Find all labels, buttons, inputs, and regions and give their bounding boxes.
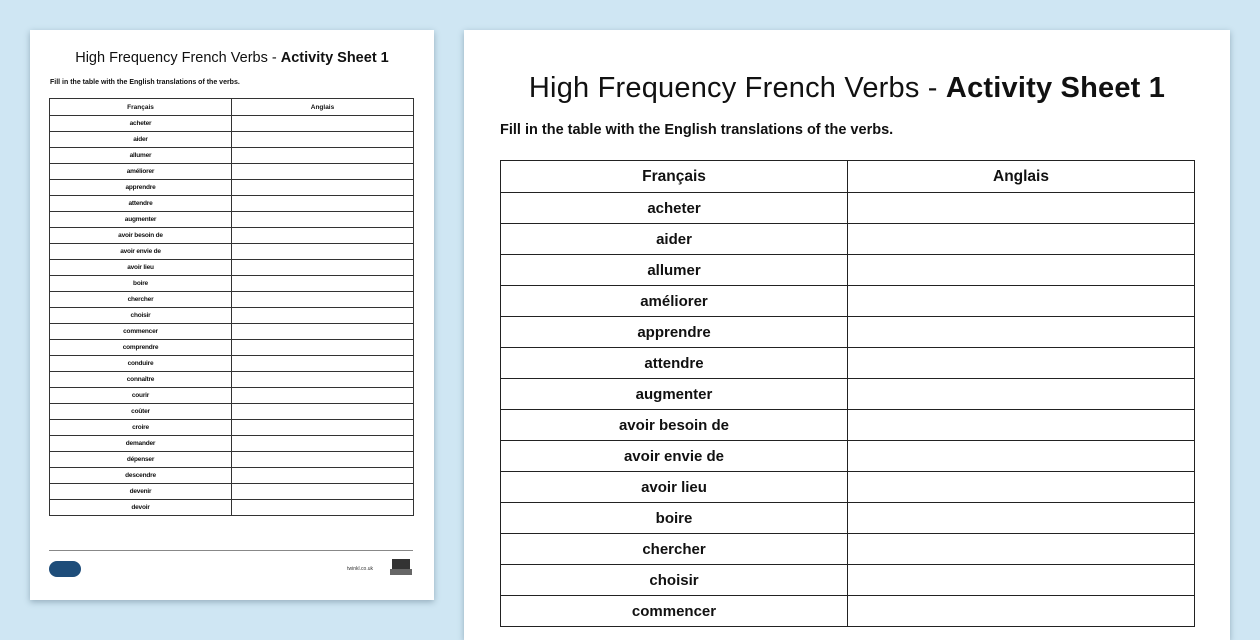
large-translation-blank[interactable] [848,410,1195,441]
small-translation-blank[interactable] [232,324,414,340]
table-row [50,404,414,420]
large-verb-cell: avoir besoin de [501,410,848,441]
large-verb-cell: avoir envie de [501,441,848,472]
small-translation-blank[interactable] [232,180,414,196]
twinkl-logo-icon [49,561,81,577]
column-header-anglais: Anglais [232,99,414,116]
small-verb-cell: devoir [50,500,232,516]
table-row [501,472,1195,503]
table-row [501,503,1195,534]
small-verb-cell: améliorer [50,164,232,180]
small-translation-blank[interactable] [232,196,414,212]
table-row [501,286,1195,317]
small-translation-blank[interactable] [232,420,414,436]
large-translation-blank[interactable] [848,503,1195,534]
small-verb-cell: demander [50,436,232,452]
small-verb-cell: choisir [50,308,232,324]
table-row [50,484,414,500]
table-row [501,193,1195,224]
column-header-francais: Français [501,161,848,193]
small-verb-cell: devenir [50,484,232,500]
table-header-row [50,99,414,116]
quality-badge-icon [389,557,413,579]
table-row [50,468,414,484]
worksheet-preview-small [30,30,434,600]
small-verb-cell: acheter [50,116,232,132]
table-row [50,324,414,340]
large-translation-blank[interactable] [848,379,1195,410]
small-verb-cell: aider [50,132,232,148]
table-row [50,196,414,212]
large-sheet-instructions: Fill in the table with the English translations of the verbs. [500,122,894,138]
small-sheet-title: High Frequency French Verbs - Activity Sheet 1 [75,50,389,66]
small-verb-cell: attendre [50,196,232,212]
footer-credit: twinkl.co.uk [347,566,373,572]
small-verb-cell: avoir lieu [50,260,232,276]
small-translation-blank[interactable] [232,404,414,420]
table-row [50,452,414,468]
small-translation-blank[interactable] [232,244,414,260]
small-verb-cell: croire [50,420,232,436]
small-translation-blank[interactable] [232,484,414,500]
large-sheet-title: High Frequency French Verbs - Activity Sheet 1 [528,72,1166,104]
table-header-row [501,161,1195,193]
small-verb-cell: apprendre [50,180,232,196]
large-translation-blank[interactable] [848,348,1195,379]
table-row [50,116,414,132]
small-translation-blank[interactable] [232,228,414,244]
table-row [50,148,414,164]
large-verb-cell: chercher [501,534,848,565]
table-row [50,500,414,516]
small-verb-cell: comprendre [50,340,232,356]
small-verb-cell: chercher [50,292,232,308]
small-translation-blank[interactable] [232,372,414,388]
table-row [50,388,414,404]
table-row [50,436,414,452]
table-row [50,372,414,388]
large-verb-cell: aider [501,224,848,255]
table-row [501,596,1195,627]
table-row [50,420,414,436]
table-row [501,410,1195,441]
small-translation-blank[interactable] [232,500,414,516]
small-sheet-instructions: Fill in the table with the English translations of the verbs. [50,79,240,86]
small-translation-blank[interactable] [232,260,414,276]
large-translation-blank[interactable] [848,472,1195,503]
large-verb-cell: acheter [501,193,848,224]
column-header-francais: Français [50,99,232,116]
table-row [501,534,1195,565]
table-row [50,180,414,196]
small-translation-blank[interactable] [232,356,414,372]
column-header-anglais: Anglais [848,161,1195,193]
large-verb-cell: avoir lieu [501,472,848,503]
table-row [501,317,1195,348]
small-translation-blank[interactable] [232,212,414,228]
small-translation-blank[interactable] [232,388,414,404]
small-translation-blank[interactable] [232,452,414,468]
small-translation-blank[interactable] [232,340,414,356]
large-translation-blank[interactable] [848,565,1195,596]
small-verb-cell: avoir envie de [50,244,232,260]
large-verb-cell: apprendre [501,317,848,348]
large-verb-cell: commencer [501,596,848,627]
small-translation-blank[interactable] [232,468,414,484]
small-translation-blank[interactable] [232,132,414,148]
small-translation-blank[interactable] [232,116,414,132]
small-translation-blank[interactable] [232,292,414,308]
large-translation-blank[interactable] [848,286,1195,317]
large-verb-cell: augmenter [501,379,848,410]
large-translation-blank[interactable] [848,255,1195,286]
large-verb-table [500,160,1195,627]
large-translation-blank[interactable] [848,317,1195,348]
small-verb-cell: dépenser [50,452,232,468]
small-verb-cell: coûter [50,404,232,420]
table-row [50,244,414,260]
large-verb-cell: attendre [501,348,848,379]
table-row [50,228,414,244]
table-row [501,441,1195,472]
small-translation-blank[interactable] [232,148,414,164]
table-row [50,308,414,324]
worksheet-zoomed-large [464,30,1230,640]
table-row [50,164,414,180]
large-verb-cell: allumer [501,255,848,286]
small-verb-cell: descendre [50,468,232,484]
small-verb-cell: conduire [50,356,232,372]
large-translation-blank[interactable] [848,193,1195,224]
table-row [50,132,414,148]
small-verb-cell: commencer [50,324,232,340]
large-verb-cell: choisir [501,565,848,596]
table-row [50,356,414,372]
small-verb-table [49,98,414,516]
large-verb-cell: améliorer [501,286,848,317]
table-row [50,260,414,276]
small-translation-blank[interactable] [232,308,414,324]
small-verb-cell: avoir besoin de [50,228,232,244]
large-translation-blank[interactable] [848,224,1195,255]
table-row [501,348,1195,379]
large-translation-blank[interactable] [848,596,1195,627]
large-translation-blank[interactable] [848,441,1195,472]
table-row [501,379,1195,410]
small-verb-cell: augmenter [50,212,232,228]
table-row [50,276,414,292]
table-row [501,565,1195,596]
small-verb-cell: courir [50,388,232,404]
small-verb-cell: allumer [50,148,232,164]
small-translation-blank[interactable] [232,276,414,292]
table-row [501,224,1195,255]
table-row [501,255,1195,286]
large-verb-cell: boire [501,503,848,534]
table-row [50,292,414,308]
small-translation-blank[interactable] [232,436,414,452]
small-translation-blank[interactable] [232,164,414,180]
small-verb-cell: boire [50,276,232,292]
small-verb-cell: connaître [50,372,232,388]
table-row [50,212,414,228]
small-sheet-footer [49,550,413,581]
large-translation-blank[interactable] [848,534,1195,565]
table-row [50,340,414,356]
